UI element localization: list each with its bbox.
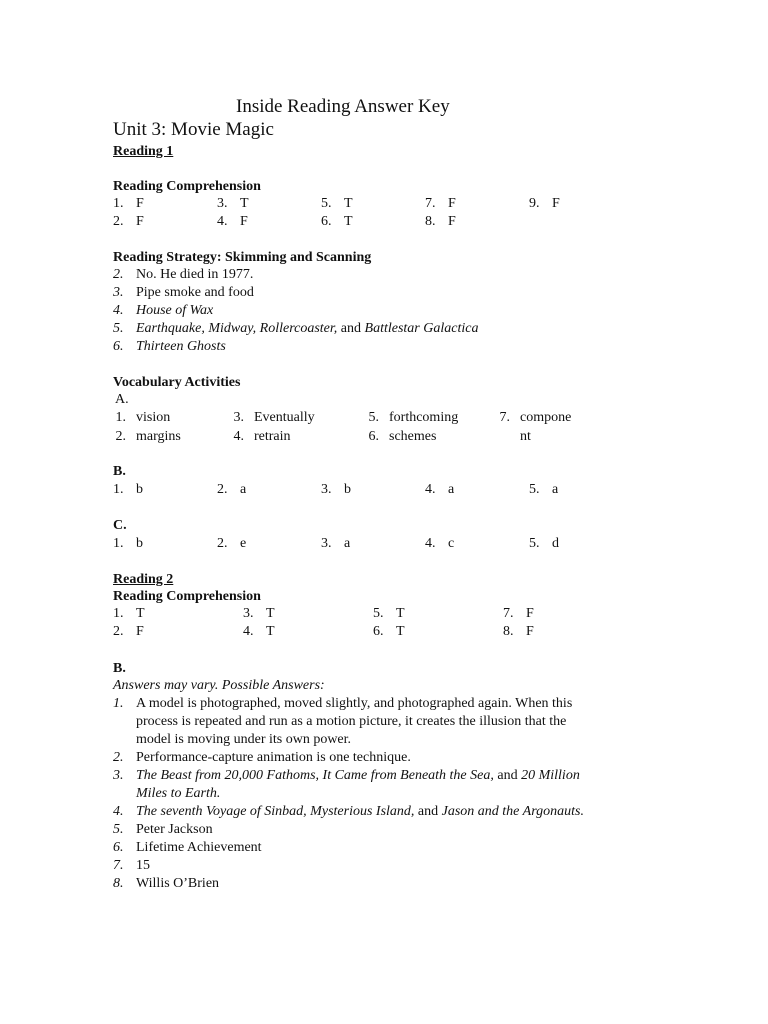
answer-number: 1. [113, 196, 124, 211]
answer-number: 2. [217, 536, 228, 551]
answer-value: retrain [254, 429, 291, 444]
list-item-text: 20 Million Miles to Earth. [136, 768, 580, 801]
answer-number: 9. [529, 196, 540, 211]
list-item-text: and [414, 804, 442, 819]
answer-number: 7. [499, 410, 510, 425]
list-number: 3. [113, 768, 124, 783]
list-number: 5. [113, 321, 124, 336]
reading2-heading: Reading 2 [113, 572, 174, 587]
answer-number: 5. [321, 196, 332, 211]
list-number: 8. [113, 876, 124, 891]
answer-value: compone [520, 410, 572, 425]
answer-value: a [448, 482, 455, 497]
answer-number: 4. [425, 482, 436, 497]
list-item-text: No. He died in 1977. [136, 267, 254, 282]
list-item-text: Jason and the Argonauts. [441, 804, 584, 819]
answer-number: 3. [243, 606, 254, 621]
list-number: 6. [113, 840, 124, 855]
answer-number: 3. [321, 536, 332, 551]
list-item-text: Battlestar Galactica [364, 321, 479, 336]
answer-value: a [240, 482, 247, 497]
answer-number: 3. [217, 196, 228, 211]
answer-number: 4. [425, 536, 436, 551]
answer-value: vision [136, 410, 171, 425]
answer-number: 2. [115, 429, 126, 444]
list-item [136, 803, 586, 821]
list-item-text: Performance-capture animation is one technique. [136, 750, 411, 765]
answer-value: F [136, 196, 144, 211]
answer-value: margins [136, 429, 181, 444]
answer-number: 6. [368, 429, 379, 444]
answer-value: a [552, 482, 559, 497]
list-item-text: Willis O’Brien [136, 876, 220, 891]
answer-value: Eventually [254, 410, 315, 425]
answer-number: 5. [373, 606, 384, 621]
list-item-text: Earthquake, Midway, Rollercoaster, [136, 321, 338, 336]
reading-strategy-heading: Reading Strategy: Skimming and Scanning [113, 250, 372, 265]
list-item [136, 320, 596, 338]
list-number: 5. [113, 822, 124, 837]
answer-number: 1. [113, 536, 124, 551]
answer-number: 1. [113, 606, 124, 621]
answer-number: 1. [113, 482, 124, 497]
vocab-b-label: B. [113, 464, 126, 479]
unit-title: Unit 3: Movie Magic [113, 119, 274, 140]
list-item-text: and [337, 321, 365, 336]
answer-value: c [448, 536, 455, 551]
answer-number: 4. [243, 624, 254, 639]
list-item-text: and [493, 768, 522, 783]
list-number: 2. [113, 267, 124, 282]
list-item-text: Lifetime Achievement [136, 840, 262, 855]
answer-number: 7. [425, 196, 436, 211]
reading1-comprehension-heading: Reading Comprehension [113, 179, 261, 194]
list-item [136, 749, 586, 767]
list-item [136, 266, 596, 284]
answer-value: b [344, 482, 351, 497]
answer-number: 5. [368, 410, 379, 425]
reading2-b-label: B. [113, 661, 126, 676]
answer-value: T [396, 624, 405, 639]
list-item [136, 875, 586, 893]
reading2-b-note: Answers may vary. Possible Answers: [113, 678, 325, 693]
answer-number: 2. [217, 482, 228, 497]
list-item-text: Thirteen Ghosts [136, 339, 226, 354]
list-item-text: Pipe smoke and food [136, 285, 254, 300]
answer-number: 2. [113, 214, 124, 229]
vocabulary-heading: Vocabulary Activities [113, 375, 241, 390]
answer-value: b [136, 482, 143, 497]
reading2-comprehension-heading: Reading Comprehension [113, 589, 261, 604]
list-item [136, 821, 586, 839]
answer-number: 5. [529, 482, 540, 497]
list-number: 4. [113, 303, 124, 318]
answer-value: b [136, 536, 143, 551]
answer-value: nt [520, 429, 531, 444]
answer-number: 4. [217, 214, 228, 229]
vocab-c-label: C. [113, 518, 127, 533]
answer-number: 3. [321, 482, 332, 497]
answer-value: forthcoming [389, 410, 459, 425]
answer-value: schemes [389, 429, 437, 444]
list-item-text: Peter Jackson [136, 822, 213, 837]
list-item [136, 695, 586, 749]
list-item-text: The seventh Voyage of Sinbad, Mysterious Island, [136, 804, 415, 819]
list-item [136, 857, 586, 875]
answer-value: T [266, 606, 275, 621]
answer-number: 1. [115, 410, 126, 425]
list-number: 7. [113, 858, 124, 873]
list-item [136, 839, 586, 857]
list-item-text: House of Wax [136, 303, 214, 318]
answer-value: F [136, 624, 144, 639]
answer-value: F [448, 196, 456, 211]
answer-value: F [240, 214, 248, 229]
answer-value: T [396, 606, 405, 621]
answer-number: 8. [503, 624, 514, 639]
list-item [136, 302, 596, 320]
answer-value: F [526, 624, 534, 639]
list-number: 4. [113, 804, 124, 819]
list-item [136, 338, 596, 356]
answer-value: F [552, 196, 560, 211]
list-item [136, 767, 586, 803]
list-number: 2. [113, 750, 124, 765]
answer-value: T [344, 214, 353, 229]
answer-number: 4. [233, 429, 244, 444]
answer-value: d [552, 536, 559, 551]
list-number: 6. [113, 339, 124, 354]
reading1-heading: Reading 1 [113, 144, 174, 159]
list-item-text: A model is photographed, moved slightly, and photographed again. When this process is repeated and run as a motion picture, it creates the illusion that the model is moving under its own power. [136, 696, 573, 747]
answer-number: 2. [113, 624, 124, 639]
answer-value: T [240, 196, 249, 211]
answer-number: 5. [529, 536, 540, 551]
list-item-text: The Beast from 20,000 Fathoms, It Came from Beneath the Sea, [136, 768, 494, 783]
answer-value: a [344, 536, 351, 551]
answer-number: 8. [425, 214, 436, 229]
answer-number: 7. [503, 606, 514, 621]
answer-number: 6. [373, 624, 384, 639]
page-title: Inside Reading Answer Key [236, 96, 450, 117]
answer-value: T [266, 624, 275, 639]
answer-value: e [240, 536, 247, 551]
vocab-a-label: A. [115, 392, 129, 407]
answer-value: T [344, 196, 353, 211]
list-item [136, 284, 596, 302]
answer-value: F [136, 214, 144, 229]
answer-value: T [136, 606, 145, 621]
list-number: 3. [113, 285, 124, 300]
answer-value: F [526, 606, 534, 621]
answer-value: F [448, 214, 456, 229]
list-number: 1. [113, 696, 124, 711]
list-item-text: 15 [136, 858, 150, 873]
answer-number: 3. [233, 410, 244, 425]
answer-number: 6. [321, 214, 332, 229]
